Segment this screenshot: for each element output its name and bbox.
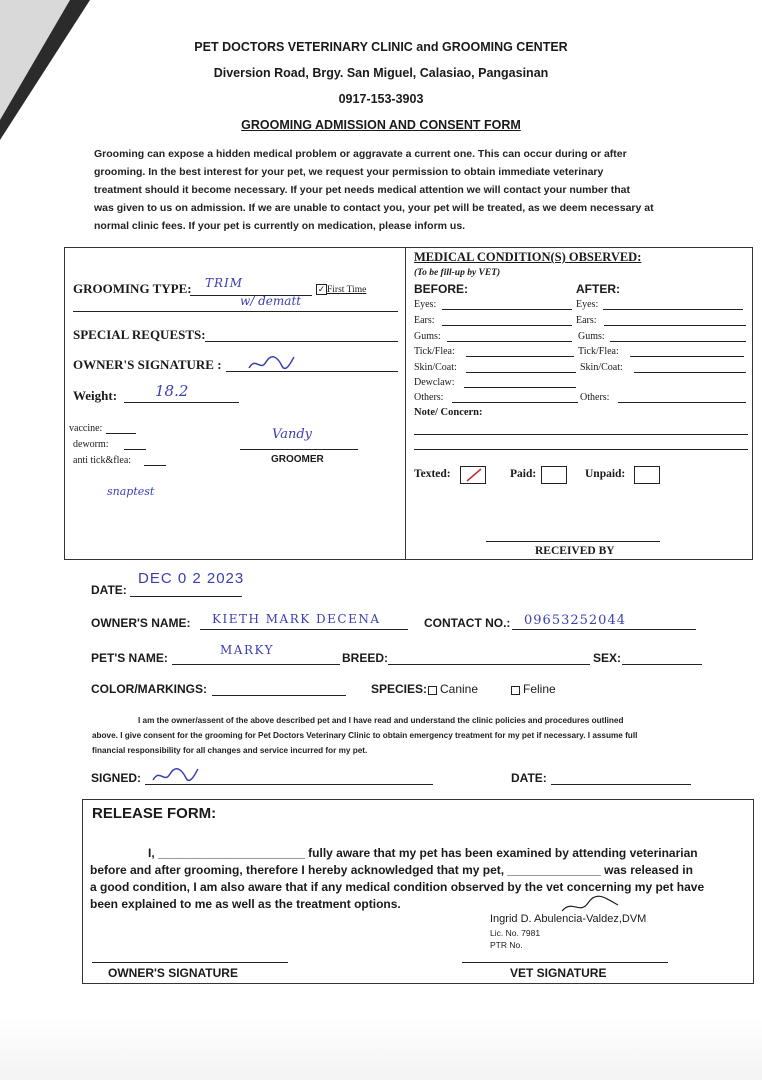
- received-by-label: RECEIVED BY: [535, 545, 615, 557]
- feline-label: Feline: [523, 682, 556, 696]
- after-skincoat: Skin/Coat:: [580, 362, 623, 373]
- after-tickflea: Tick/Flea:: [578, 346, 619, 357]
- canine-label: Canine: [440, 682, 479, 696]
- grooming-type-label: GROOMING TYPE:: [73, 281, 192, 296]
- vet-name: Ingrid D. Abulencia-Valdez,DVM: [490, 913, 647, 925]
- pet-name-label: PET'S NAME:: [91, 651, 168, 665]
- received-by-line[interactable]: [486, 541, 660, 542]
- note-line-1[interactable]: [414, 434, 748, 435]
- breed-label: BREED:: [342, 651, 389, 665]
- after-label: AFTER:: [576, 282, 620, 296]
- owner-signature-scribble: [246, 354, 296, 374]
- vet-signature-line[interactable]: [462, 962, 668, 963]
- owner-signed-scribble: [150, 766, 200, 786]
- grooming-type-value-2: w/ dematt: [240, 294, 302, 308]
- owner-signature-label: OWNER'S SIGNATURE :: [73, 357, 222, 372]
- clinic-address: Diversion Road, Brgy. San Miguel, Calasiao, Pangasinan: [213, 66, 549, 80]
- paid-checkbox[interactable]: [541, 466, 567, 484]
- grooming-type-line-2: [73, 311, 398, 312]
- release-line: I, ______________________ fully aware that my pet has been examined by attending veterinarian: [148, 846, 698, 860]
- form-title: GROOMING ADMISSION AND CONSENT FORM: [241, 118, 521, 132]
- note-handwriting: snaptest: [107, 485, 155, 498]
- before-gums-line[interactable]: [447, 341, 572, 342]
- unpaid-label: Unpaid:: [585, 468, 626, 480]
- date-line[interactable]: [130, 596, 242, 597]
- consent-line: I am the owner/assent of the above described pet and I have read and understand the clinic policies and procedures outlined: [138, 716, 624, 725]
- consent-paragraph: [92, 713, 712, 758]
- color-markings-label: COLOR/MARKINGS:: [91, 682, 207, 696]
- before-ears-line[interactable]: [442, 325, 572, 326]
- paid-label: Paid:: [510, 468, 537, 480]
- vet-ptr-no: PTR No.: [490, 940, 523, 950]
- grooming-type-value: TRIM: [205, 276, 244, 290]
- before-label: BEFORE:: [414, 282, 468, 296]
- after-eyes-line[interactable]: [603, 309, 743, 310]
- contact-value: 09653252044: [524, 613, 626, 628]
- before-others-line[interactable]: [452, 402, 578, 403]
- after-eyes: Eyes:: [576, 299, 599, 310]
- weight-value: 18.2: [155, 382, 189, 400]
- contact-line[interactable]: [512, 629, 696, 630]
- note-line-2[interactable]: [414, 449, 748, 450]
- before-skincoat-line[interactable]: [466, 372, 576, 373]
- consent-line: above. I give consent for the grooming for Pet Doctors Veterinary Clinic to obtain emergency treatment for my pet if necessary. I assume full: [92, 731, 638, 740]
- after-ears-line[interactable]: [604, 325, 746, 326]
- medical-subtitle: (To be fill-up by VET): [414, 268, 501, 278]
- after-gums-line[interactable]: [610, 341, 746, 342]
- groomer-line: [240, 449, 358, 450]
- intro-line: Grooming can expose a hidden medical problem or aggravate a current one. This can occur during or after: [94, 148, 627, 160]
- special-requests-line[interactable]: [205, 341, 398, 342]
- before-dewclaw-line[interactable]: [464, 387, 576, 388]
- date-stamp: DEC 0 2 2023: [138, 570, 245, 587]
- contact-label: CONTACT NO.:: [424, 616, 511, 630]
- before-ears: Ears:: [414, 315, 435, 326]
- unpaid-checkbox[interactable]: [634, 466, 660, 484]
- weight-label: Weight:: [73, 388, 118, 403]
- release-line: been explained to me as well as the treatment options.: [90, 897, 401, 911]
- intro-line: normal clinic fees. If your pet is currently on medication, please inform us.: [94, 220, 466, 232]
- release-line: a good condition, I am also aware that if any medical condition observed by the vet concerning my pet have: [90, 880, 705, 894]
- before-tickflea: Tick/Flea:: [414, 346, 455, 357]
- intro-line: was given to us on admission. If we are unable to contact you, your pet will be treated, as we deem necessary at: [94, 202, 654, 214]
- date-label: DATE:: [91, 583, 127, 597]
- note-concern-label: Note/ Concern:: [414, 407, 483, 418]
- species-label: SPECIES:: [371, 682, 428, 696]
- owner-name-label: OWNER'S NAME:: [91, 616, 191, 630]
- consent-line: financial responsibility for all changes and service incurred for my pet.: [92, 746, 368, 755]
- deworm-line[interactable]: [124, 449, 146, 450]
- release-line: before and after grooming, therefore I hereby acknowledged that my pet, ______________ was released in: [90, 863, 693, 877]
- after-tickflea-line[interactable]: [630, 356, 744, 357]
- after-others: Others:: [580, 392, 610, 403]
- special-requests-label: SPECIAL REQUESTS:: [73, 327, 206, 342]
- groomer-label: GROOMER: [271, 454, 324, 465]
- pet-name-line[interactable]: [172, 664, 340, 665]
- signed-label: SIGNED:: [91, 771, 142, 785]
- vaccine-line[interactable]: [106, 433, 136, 434]
- before-gums: Gums:: [414, 331, 441, 342]
- feline-checkbox[interactable]: [511, 686, 520, 695]
- breed-line[interactable]: [388, 664, 590, 665]
- owner-signature-release-label: OWNER'S SIGNATURE: [108, 966, 238, 980]
- clinic-name: PET DOCTORS VETERINARY CLINIC and GROOMING CENTER: [194, 40, 568, 54]
- owner-name-value: KIETH MARK DECENA: [212, 612, 381, 626]
- canine-checkbox[interactable]: [428, 686, 437, 695]
- check-mark-icon: [461, 467, 485, 483]
- after-others-line[interactable]: [618, 402, 746, 403]
- vaccine-label: vaccine:: [69, 423, 103, 434]
- after-skincoat-line[interactable]: [634, 372, 746, 373]
- intro-line: grooming. In the best interest for your pet, we request your permission to obtain immediate veterinary: [94, 166, 604, 178]
- release-paragraph: [90, 845, 746, 913]
- antitick-label: anti tick&flea:: [73, 455, 132, 466]
- texted-checkbox[interactable]: [460, 466, 486, 484]
- release-title: RELEASE FORM:: [92, 805, 217, 822]
- date2-line[interactable]: [551, 784, 691, 785]
- date2-label: DATE:: [511, 771, 547, 785]
- groomer-name: Vandy: [272, 427, 312, 442]
- panel-divider: [405, 247, 406, 560]
- before-skincoat: Skin/Coat:: [414, 362, 457, 373]
- texted-label: Texted:: [414, 468, 451, 480]
- intro-paragraph: [94, 145, 714, 235]
- deworm-label: deworm:: [73, 439, 109, 450]
- sex-line[interactable]: [622, 664, 702, 665]
- before-dewclaw: Dewclaw:: [414, 377, 455, 388]
- owner-signature-release-line[interactable]: [92, 962, 288, 963]
- after-gums: Gums:: [578, 331, 605, 342]
- sex-label: SEX:: [593, 651, 622, 665]
- color-markings-line[interactable]: [212, 695, 346, 696]
- after-ears: Ears:: [576, 315, 597, 326]
- vet-lic-no: Lic. No. 7981: [490, 928, 541, 938]
- owner-name-line[interactable]: [200, 629, 408, 630]
- intro-line: treatment should it become necessary. If your pet needs medical attention we will contact your number that: [94, 184, 631, 196]
- first-time-label: First Time: [327, 285, 367, 295]
- antitick-line[interactable]: [144, 465, 166, 466]
- vet-signature-label: VET SIGNATURE: [510, 966, 607, 980]
- scan-bottom-edge: [0, 1018, 762, 1080]
- before-others: Others:: [414, 392, 444, 403]
- pet-name-value: MARKY: [220, 643, 275, 657]
- before-eyes-line[interactable]: [442, 309, 572, 310]
- clinic-phone: 0917-153-3903: [338, 92, 424, 106]
- before-tickflea-line[interactable]: [466, 356, 574, 357]
- weight-line[interactable]: [124, 402, 239, 403]
- medical-title: MEDICAL CONDITION(S) OBSERVED:: [414, 250, 642, 264]
- first-time-checkbox[interactable]: ✓: [317, 284, 326, 294]
- before-eyes: Eyes:: [414, 299, 437, 310]
